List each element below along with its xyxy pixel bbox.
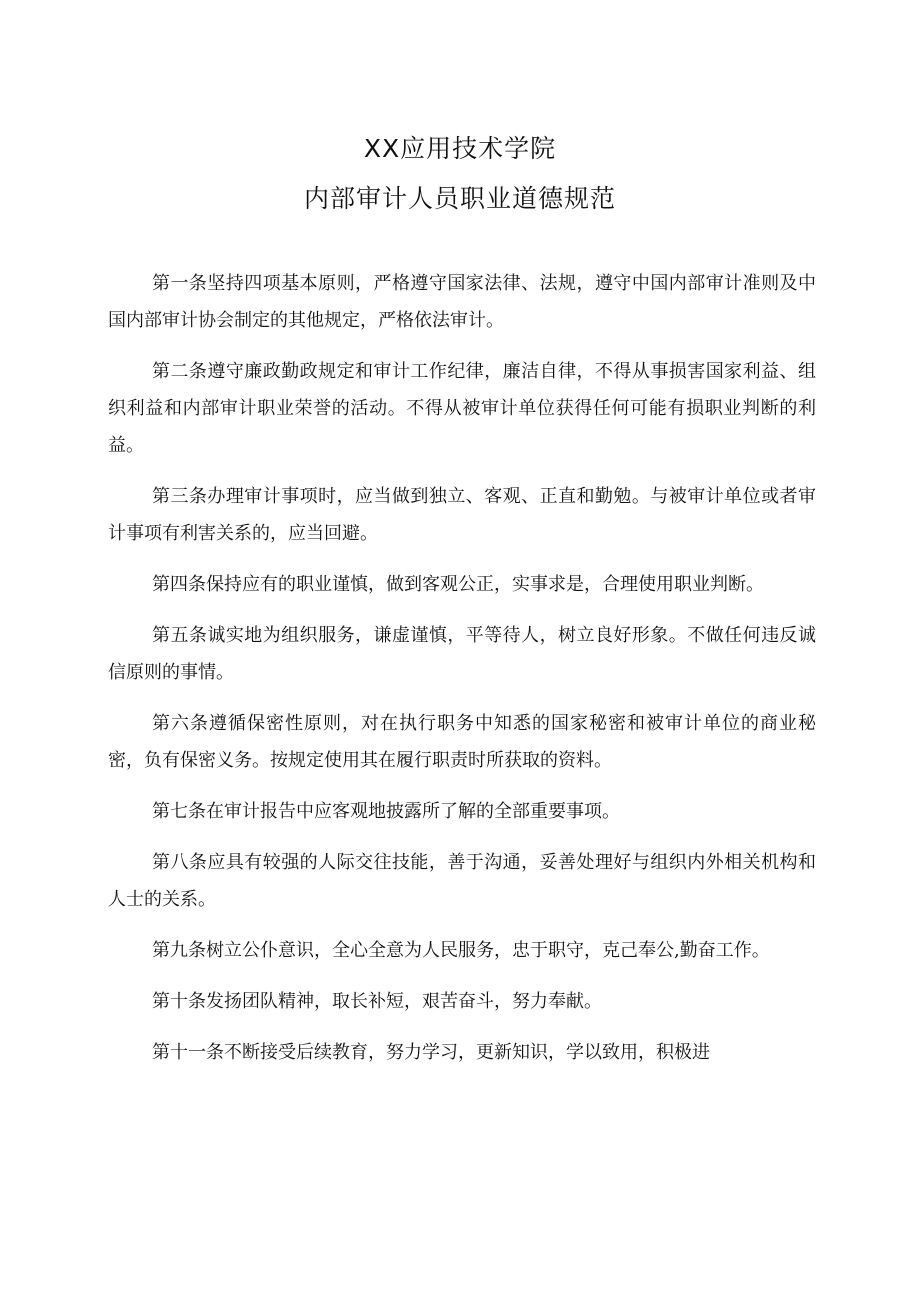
- article-11: 第十一条不断接受后续教育，努力学习，更新知识，学以致用，积极进: [152, 1042, 710, 1063]
- article-1: 第一条坚持四项基本原则，严格遵守国家法律、法规，遵守中国内部审计准则及中国内部审计协会制定的其他规定，严格依法审计。: [108, 273, 816, 331]
- document-title: [0, 124, 920, 224]
- article-4: 第四条保持应有的职业谨慎，做到客观公正，实事求是，合理使用职业判断。: [152, 574, 764, 595]
- article-2: 第二条遵守廉政勤政规定和审计工作纪律，廉洁自律，不得从事损害国家利益、组织利益和内部审计职业荣誉的活动。不得从被审计单位获得任何可能有损职业判断的利益。: [108, 361, 816, 456]
- document-body: [108, 265, 816, 1085]
- title-institution: XX应用技术学院: [363, 134, 557, 163]
- article-7: 第七条在审计报告中应客观地披露所了解的全部重要事项。: [152, 801, 620, 822]
- article-5: 第五条诚实地为组织服务，谦虚谨慎，平等待人，树立良好形象。不做任何违反诚信原则的事情。: [108, 625, 816, 683]
- title-subject: 内部审计人员职业道德规范: [303, 184, 616, 213]
- article-6: 第六条遵循保密性原则，对在执行职务中知悉的国家秘密和被审计单位的商业秘密，负有保密义务。按规定使用其在履行职责时所获取的资料。: [108, 713, 816, 771]
- article-9: 第九条树立公仆意识，全心全意为人民服务，忠于职守，克己奉公,勤奋工作。: [152, 940, 770, 961]
- article-8: 第八条应具有较强的人际交往技能，善于沟通，妥善处理好与组织内外相关机构和人士的关系。: [108, 852, 816, 910]
- article-10: 第十条发扬团队精神，取长补短，艰苦奋斗，努力奉献。: [152, 991, 602, 1012]
- article-3: 第三条办理审计事项时，应当做到独立、客观、正直和勤勉。与被审计单位或者审计事项有利害关系的，应当回避。: [108, 486, 816, 544]
